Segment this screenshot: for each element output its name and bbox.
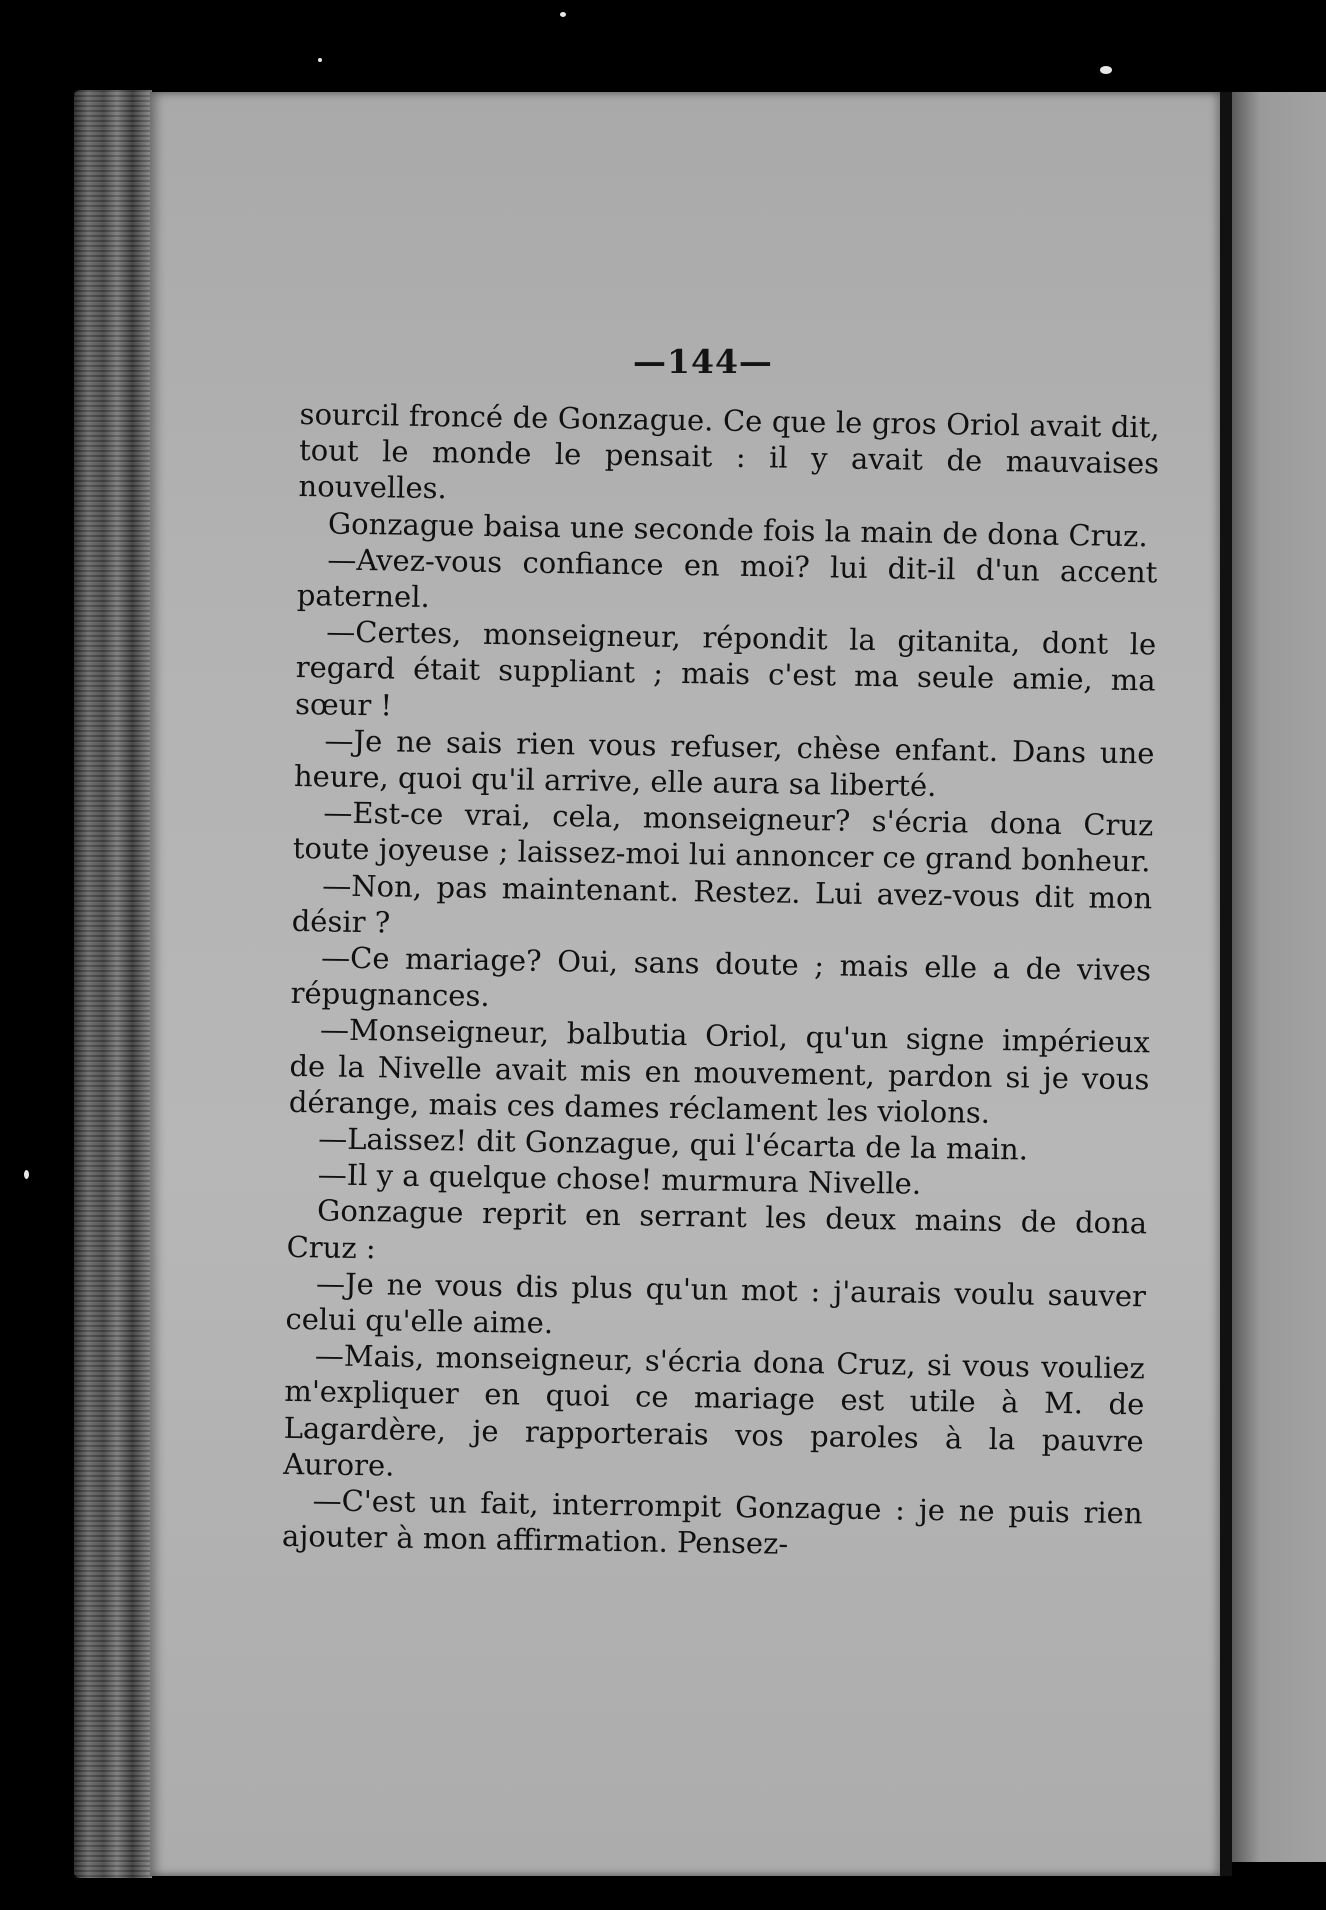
paragraph: —Laissez! dit Gonzague, qui l'écarta de la main. <box>318 1121 1029 1167</box>
paragraph: —Mais, monseigneur, s'écria dona Cruz, si vous vouliez m'expliquer en quoi ce mariage est utile à M. de Lagardère, je rapporterais vos paroles à la pauvre Aurore. <box>282 1338 1146 1483</box>
paragraph: Gonzague reprit en serrant les deux mains de dona Cruz : <box>286 1193 1148 1265</box>
book-spine-edge <box>74 90 152 1878</box>
paragraph: —Certes, monseigneur, répondit la gitanita, dont le regard était suppliant ; mais c'est ma seule amie, ma sœur ! <box>294 614 1157 723</box>
paragraph: —Ce mariage? Oui, sans doute ; mais elle a de vives répugnances. <box>290 940 1152 1014</box>
page-gutter <box>1220 92 1232 1876</box>
paragraph: —C'est un fait, interrompit Gonzague : je ne puis rien ajouter à mon affirmation. Pensez- <box>281 1483 1143 1562</box>
paragraph: —Avez-vous confiance en moi? lui dit-il d'un accent paternel. <box>296 542 1158 615</box>
dust-speck <box>560 12 566 17</box>
dust-speck <box>318 58 322 62</box>
paragraph: Gonzague baisa une seconde fois la main de dona Cruz. <box>327 506 1148 553</box>
paragraph: —Il y a quelque chose! murmura Nivelle. <box>317 1157 922 1202</box>
paragraph: —Monseigneur, balbutia Oriol, qu'un signe impérieux de la Nivelle avait mis en mouvement, pardon si je vous dérange, mais ces dames réclament les violons. <box>288 1012 1151 1130</box>
paragraph: sourcil froncé de Gonzague. Ce que le gros Oriol avait dit, tout le monde le pensait : il y avait de mauvaises nouvelles. <box>298 396 1160 506</box>
paragraph: —Je ne sais rien vous refuser, chèse enfant. Dans une heure, quoi qu'il arrive, elle aura sa liberté. <box>293 723 1155 804</box>
paragraph: —Non, pas maintenant. Restez. Lui avez-vous dit mon désir ? <box>291 868 1153 940</box>
page-text <box>282 396 1160 1568</box>
paragraph: —Est-ce vrai, cela, monseigneur? s'écria dona Cruz toute joyeuse ; laissez-moi lui annoncer ce grand bonheur. <box>292 795 1154 879</box>
dust-speck <box>1100 66 1112 74</box>
paragraph: —Je ne vous dis plus qu'un mot : j'aurais voulu sauver celui qu'elle aime. <box>285 1266 1147 1341</box>
book-page <box>150 92 1220 1876</box>
dust-speck <box>24 1170 29 1179</box>
page-number: —144— <box>633 342 773 381</box>
facing-page-edge <box>1232 92 1326 1862</box>
